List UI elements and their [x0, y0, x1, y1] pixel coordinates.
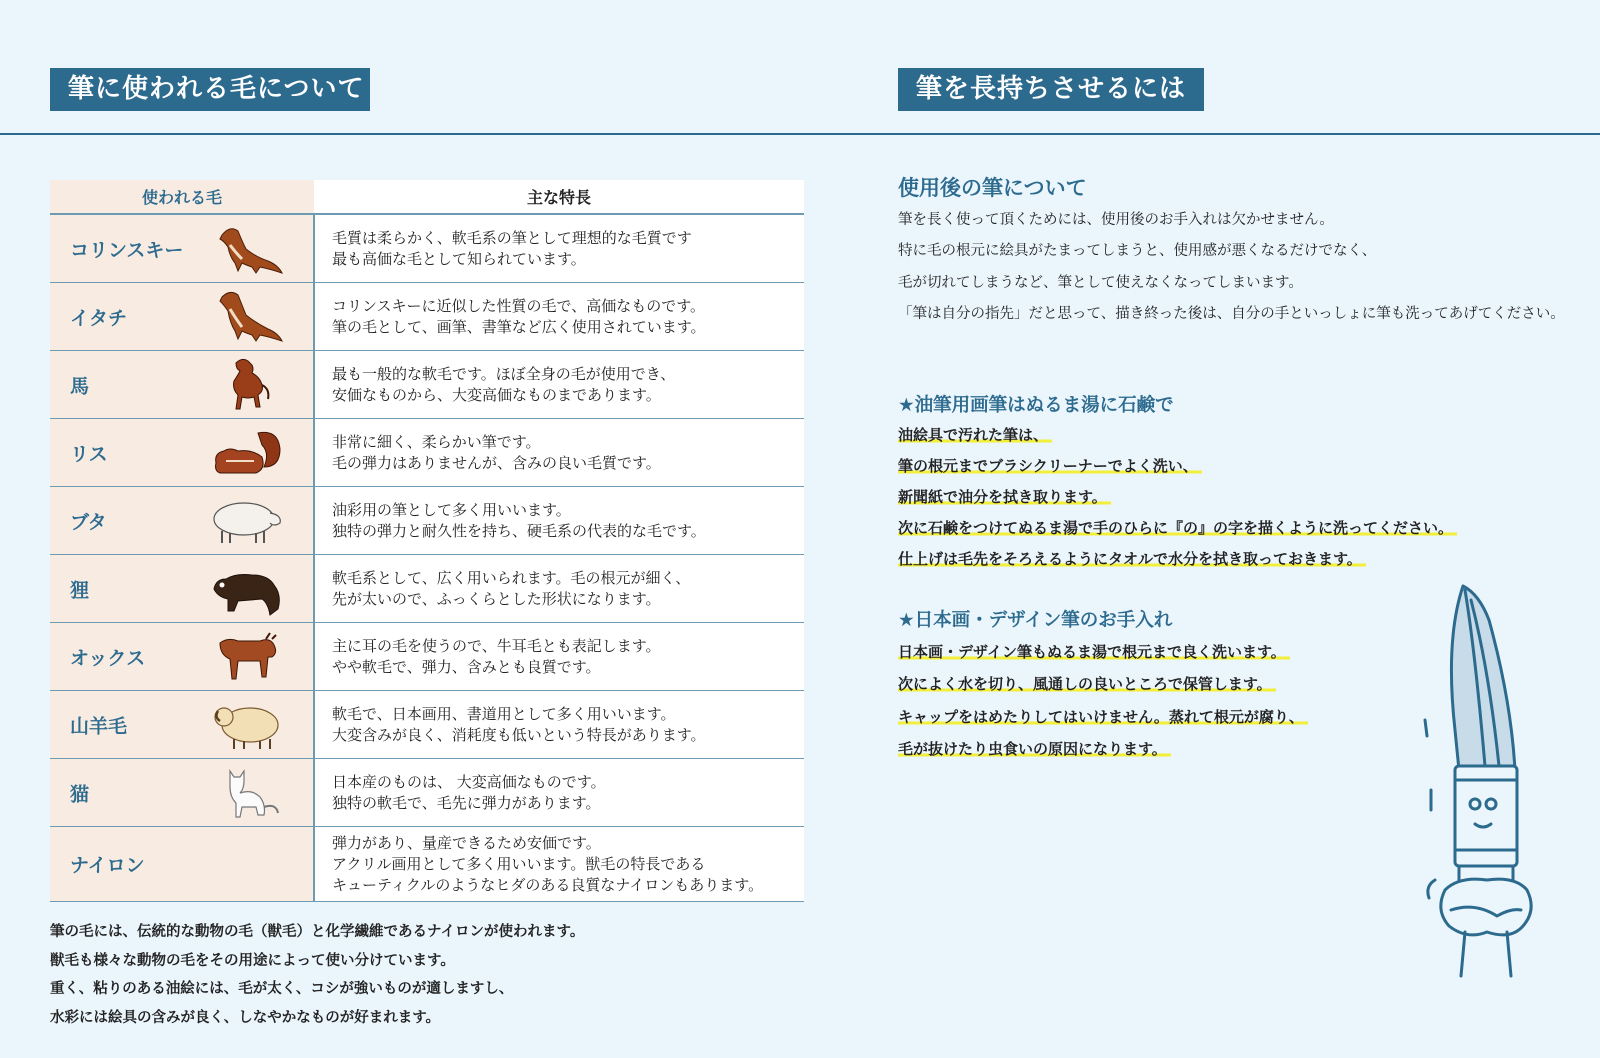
step-line — [898, 733, 1308, 765]
hair-description: 油彩用の筆として多く用いいます。 独特の弾力と耐久性を持ち、硬毛系の代表的な毛です。 — [332, 500, 706, 540]
table-row — [50, 283, 804, 351]
hair-description: コリンスキーに近似した性質の毛で、高価なものです。 筆の毛として、画筆、書筆など広く使用されています。 — [332, 296, 706, 336]
text-line: 特に毛の根元に絵具がたまってしまうと、使用感が悪くなるだけでなく、 — [898, 243, 1377, 260]
step-line — [898, 544, 1457, 575]
highlighted-text: キャップをはめたりしてはいけません。蒸れて根元が腐り、 — [898, 708, 1308, 726]
hair-description: 最も一般的な軟毛です。ほぼ全身の毛が使用でき、 安価なものから、大変高価なものまであります。 — [332, 364, 676, 404]
oil-brush-steps — [898, 420, 1457, 575]
hair-cell — [50, 555, 314, 623]
feature-cell — [314, 351, 804, 419]
table-row — [50, 827, 804, 902]
hair-description: 主に耳の毛を使うので、牛耳毛とも表記します。 やや軟毛で、弾力、含みとも良質です。 — [332, 636, 661, 676]
table-row — [50, 691, 804, 759]
hair-cell — [50, 691, 314, 759]
hair-description: 非常に細く、柔らかい筆です。 毛の弾力はありませんが、含みの良い毛質です。 — [332, 432, 661, 472]
brush-character-icon — [1415, 580, 1555, 1000]
text-line: 「筆は自分の指先」だと思って、描き終った後は、自分の手といっしょに筆も洗ってあげてください。 — [898, 305, 1565, 322]
cat-icon — [208, 763, 286, 821]
hair-description: 軟毛系として、広く用いられます。毛の根元が細く、 先が太いので、ふっくらとした形状になります。 — [332, 568, 691, 608]
hair-types-table — [50, 180, 804, 902]
step-line — [898, 668, 1308, 700]
pig-icon — [208, 491, 286, 549]
hair-description: 軟毛で、日本画用、書道用として多く用いいます。 大変含みが良く、消耗度も低いという特長があります。 — [332, 704, 706, 744]
highlighted-text: 毛が抜けたり虫食いの原因になります。 — [898, 740, 1171, 758]
feature-cell — [314, 759, 804, 827]
feature-cell — [314, 283, 804, 351]
table-header-row — [50, 180, 804, 214]
horse-icon — [208, 355, 286, 413]
step-line — [898, 513, 1457, 544]
feature-cell — [314, 691, 804, 759]
weasel-icon — [208, 287, 286, 345]
right-section-title: 筆を長持ちさせるには — [898, 68, 1204, 111]
hair-cell — [50, 283, 314, 351]
hair-cell — [50, 487, 314, 555]
ox-icon — [208, 627, 286, 685]
hair-name: ブタ — [70, 511, 107, 533]
feature-cell — [314, 214, 804, 283]
hair-cell — [50, 419, 314, 487]
table-row — [50, 623, 804, 691]
hair-name: オックス — [70, 647, 146, 669]
col-header-hair: 使われる毛 — [50, 180, 314, 214]
table-row — [50, 214, 804, 283]
highlighted-text: 油絵具で汚れた筆は、 — [898, 426, 1052, 444]
col-header-features: 主な特長 — [314, 180, 804, 214]
after-use-text — [898, 205, 1565, 330]
weasel-icon — [208, 219, 286, 277]
feature-cell — [314, 419, 804, 487]
after-use-heading: 使用後の筆について — [898, 176, 1087, 200]
raccoon-dog-icon — [208, 559, 286, 617]
step-line — [898, 451, 1457, 482]
step-line — [898, 482, 1457, 513]
table-row — [50, 351, 804, 419]
feature-cell — [314, 487, 804, 555]
table-row — [50, 487, 804, 555]
highlighted-text: 次に石鹸をつけてぬるま湯で手のひらに『の』の字を描くように洗ってください。 — [898, 519, 1457, 537]
feature-cell — [314, 623, 804, 691]
step-line — [898, 420, 1457, 451]
table-row — [50, 555, 804, 623]
text-line: 筆を長く使って頂くためには、使用後のお手入れは欠かせません。 — [898, 212, 1334, 228]
hair-cell — [50, 827, 314, 902]
feature-cell — [314, 827, 804, 902]
japanese-brush-heading: ★日本画・デザイン筆のお手入れ — [898, 610, 1173, 631]
highlighted-text: 日本画・デザイン筆もぬるま湯で根元まで良く洗います。 — [898, 643, 1290, 661]
step-line — [898, 701, 1308, 733]
oil-brush-heading: ★油筆用画筆はぬるま湯に石鹸で — [898, 395, 1174, 416]
table-row — [50, 759, 804, 827]
hair-name: イタチ — [70, 307, 128, 329]
highlighted-text: 新聞紙で油分を拭き取ります。 — [898, 488, 1111, 506]
hair-name: 狸 — [70, 579, 90, 601]
japanese-brush-steps — [898, 636, 1308, 765]
hair-name: リス — [70, 443, 108, 465]
squirrel-icon — [208, 423, 286, 481]
highlighted-text: 筆の根元までブラシクリーナーでよく洗い、 — [898, 457, 1202, 475]
hair-name: コリンスキー — [70, 239, 184, 261]
hair-description: 弾力があり、量産できるため安価です。 アクリル画用として多く用いいます。獣毛の特長である キューティクルのようなヒダのある良質なナイロンもあります。 — [332, 833, 764, 894]
highlighted-text: 次によく水を切り、風通しの良いところで保管します。 — [898, 675, 1276, 693]
hair-name: ナイロン — [70, 854, 145, 877]
hair-description: 日本産のものは、 大変高価なものです。 独特の軟毛で、毛先に弾力があります。 — [332, 772, 606, 812]
hair-cell — [50, 623, 314, 691]
hair-name: 猫 — [70, 783, 90, 805]
highlighted-text: 仕上げは毛先をそろえるようにタオルで水分を拭き取っておきます。 — [898, 550, 1366, 568]
header-divider — [0, 133, 1600, 135]
step-line — [898, 636, 1308, 668]
hair-note: 筆の毛には、伝統的な動物の毛（獣毛）と化学繊維であるナイロンが使われます。 獣毛も様々な動物の毛をその用途によって使い分けています。 重く、粘りのある油絵には、毛が太く、コシが強いものが適しますし、 水彩には絵具の含みが良く、しなやかなものが好まれます。 — [50, 924, 585, 1026]
text-line: 毛が切れてしまうなど、筆として使えなくなってしまいます。 — [898, 274, 1303, 291]
hair-cell — [50, 214, 314, 283]
table-row — [50, 419, 804, 487]
hair-description: 毛質は柔らかく、軟毛系の筆として理想的な毛質です 最も高価な毛として知られています。 — [332, 228, 692, 268]
hair-name: 馬 — [70, 375, 90, 397]
feature-cell — [314, 555, 804, 623]
hair-cell — [50, 351, 314, 419]
goat-icon — [208, 695, 286, 753]
hair-name: 山羊毛 — [70, 715, 128, 737]
left-section-title: 筆に使われる毛について — [50, 68, 370, 111]
hair-cell — [50, 759, 314, 827]
